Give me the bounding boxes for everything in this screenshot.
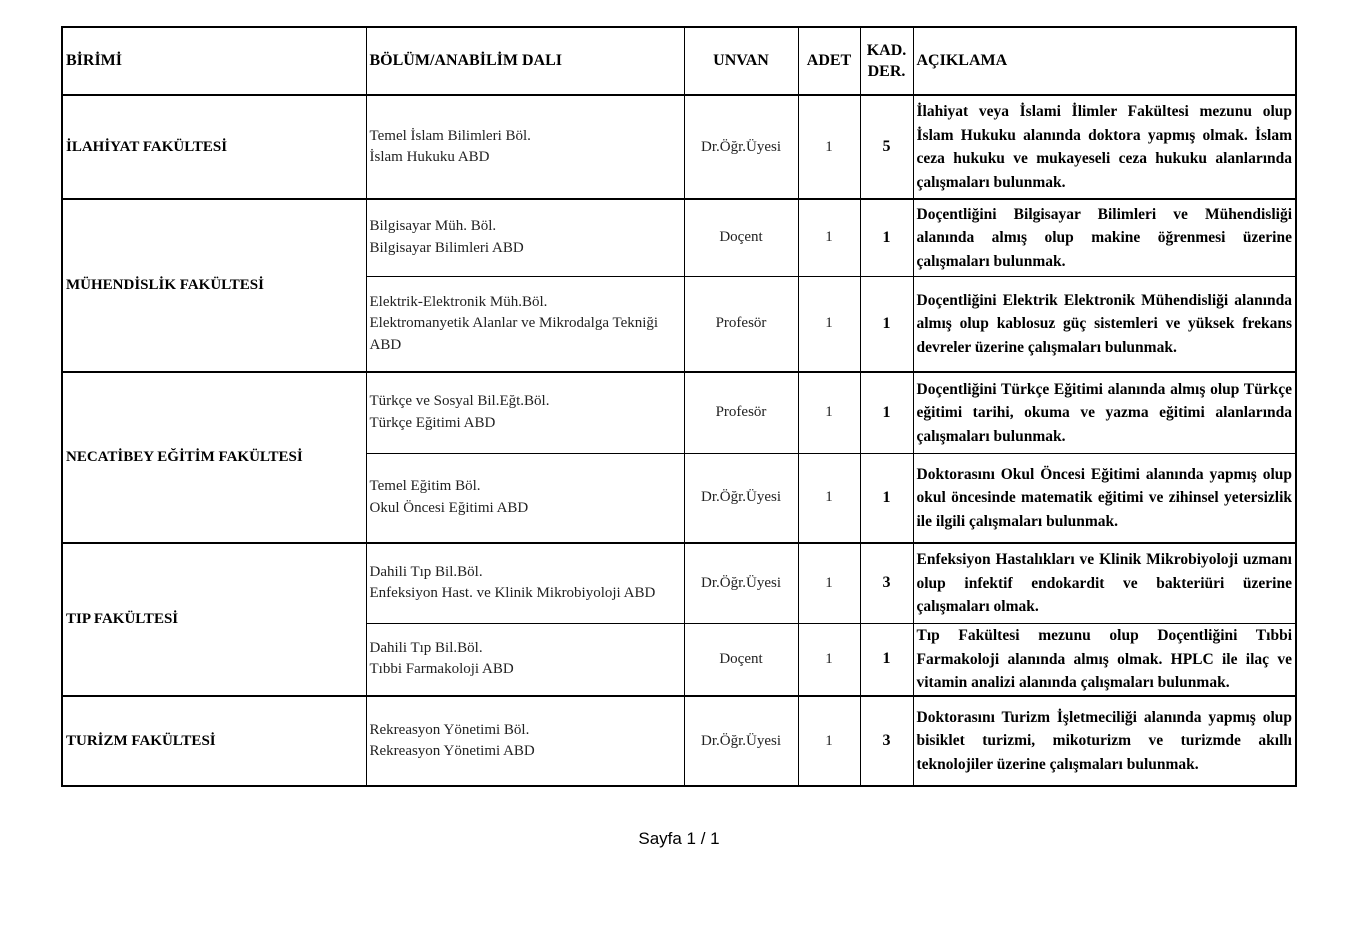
title-cell: Dr.Öğr.Üyesi xyxy=(684,543,798,623)
description-cell: Doçentliğini Türkçe Eğitimi alanında almış olup Türkçe eğitimi tarihi, okuma ve yazma eğitimi alanlarında çalışmaları bulunmak. xyxy=(913,372,1296,453)
count-cell: 1 xyxy=(798,696,860,786)
header-kad: KAD. DER. xyxy=(860,27,913,95)
kad-cell: 1 xyxy=(860,199,913,276)
table-row xyxy=(62,199,1296,276)
description-cell: İlahiyat veya İslami İlimler Fakültesi mezunu olup İslam Hukuku alanında doktora yapmış olmak. İslam ceza hukuku ve mukayeseli ceza hukuku alanlarında çalışmaları bulunmak. xyxy=(913,95,1296,199)
kad-cell: 5 xyxy=(860,95,913,199)
description-cell: Doktorasını Okul Öncesi Eğitimi alanında yapmış olup okul öncesinde matematik eğitimi ve zihinsel yetersizlik ile ilgili çalışmaları bulunmak. xyxy=(913,453,1296,543)
table-row xyxy=(62,372,1296,453)
unit-cell: TIP FAKÜLTESİ xyxy=(62,543,366,696)
kad-cell: 1 xyxy=(860,372,913,453)
dept-cell: Elektrik-Elektronik Müh.Böl. Elektromanyetik Alanlar ve Mikrodalga Tekniği ABD xyxy=(366,276,684,372)
count-cell: 1 xyxy=(798,199,860,276)
title-cell: Doçent xyxy=(684,199,798,276)
title-cell: Profesör xyxy=(684,372,798,453)
dept-cell: Temel İslam Bilimleri Böl. İslam Hukuku ABD xyxy=(366,95,684,199)
header-dept: BÖLÜM/ANABİLİM DALI xyxy=(366,27,684,95)
dept-cell: Temel Eğitim Böl. Okul Öncesi Eğitimi ABD xyxy=(366,453,684,543)
header-count: ADET xyxy=(798,27,860,95)
dept-cell: Rekreasyon Yönetimi Böl. Rekreasyon Yönetimi ABD xyxy=(366,696,684,786)
page-number: Sayfa 1 / 1 xyxy=(638,829,720,848)
dept-cell: Bilgisayar Müh. Böl. Bilgisayar Bilimleri ABD xyxy=(366,199,684,276)
header-title: UNVAN xyxy=(684,27,798,95)
count-cell: 1 xyxy=(798,623,860,696)
kad-cell: 1 xyxy=(860,623,913,696)
unit-cell: NECATİBEY EĞİTİM FAKÜLTESİ xyxy=(62,372,366,543)
table-row xyxy=(62,543,1296,623)
description-cell: Tıp Fakültesi mezunu olup Doçentliğini Tıbbi Farmakoloji alanında almış olmak. HPLC ile ilaç ve vitamin analizi alanında çalışmaları bulunmak. xyxy=(913,623,1296,696)
dept-cell: Türkçe ve Sosyal Bil.Eğt.Böl. Türkçe Eğitimi ABD xyxy=(366,372,684,453)
kad-cell: 3 xyxy=(860,696,913,786)
description-cell: Doçentliğini Elektrik Elektronik Mühendisliği alanında almış olup kablosuz güç sistemleri ve yüksek frekans devreler üzerine çalışmaları bulunmak. xyxy=(913,276,1296,372)
count-cell: 1 xyxy=(798,543,860,623)
positions-table xyxy=(61,26,1297,787)
title-cell: Dr.Öğr.Üyesi xyxy=(684,453,798,543)
count-cell: 1 xyxy=(798,453,860,543)
unit-cell: İLAHİYAT FAKÜLTESİ xyxy=(62,95,366,199)
count-cell: 1 xyxy=(798,276,860,372)
header-unit: BİRİMİ xyxy=(62,27,366,95)
title-cell: Dr.Öğr.Üyesi xyxy=(684,696,798,786)
header-desc: AÇIKLAMA xyxy=(913,27,1296,95)
unit-cell: MÜHENDİSLİK FAKÜLTESİ xyxy=(62,199,366,372)
count-cell: 1 xyxy=(798,95,860,199)
title-cell: Dr.Öğr.Üyesi xyxy=(684,95,798,199)
description-cell: Doçentliğini Bilgisayar Bilimleri ve Mühendisliği alanında almış olup makine öğrenmesi üzerine çalışmaları bulunmak. xyxy=(913,199,1296,276)
description-cell: Enfeksiyon Hastalıkları ve Klinik Mikrobiyoloji uzmanı olup infektif endokardit ve bakteriüri üzerine çalışmaları olmak. xyxy=(913,543,1296,623)
kad-cell: 1 xyxy=(860,453,913,543)
count-cell: 1 xyxy=(798,372,860,453)
table-row xyxy=(62,696,1296,786)
kad-cell: 1 xyxy=(860,276,913,372)
kad-cell: 3 xyxy=(860,543,913,623)
title-cell: Profesör xyxy=(684,276,798,372)
dept-cell: Dahili Tıp Bil.Böl. Tıbbi Farmakoloji ABD xyxy=(366,623,684,696)
description-cell: Doktorasını Turizm İşletmeciliği alanında yapmış olup bisiklet turizmi, mikoturizm ve turizmde akıllı teknolojiler üzerine çalışmaları bulunmak. xyxy=(913,696,1296,786)
unit-cell: TURİZM FAKÜLTESİ xyxy=(62,696,366,786)
title-cell: Doçent xyxy=(684,623,798,696)
table-row xyxy=(62,95,1296,199)
dept-cell: Dahili Tıp Bil.Böl. Enfeksiyon Hast. ve Klinik Mikrobiyoloji ABD xyxy=(366,543,684,623)
header-row xyxy=(62,27,1296,95)
